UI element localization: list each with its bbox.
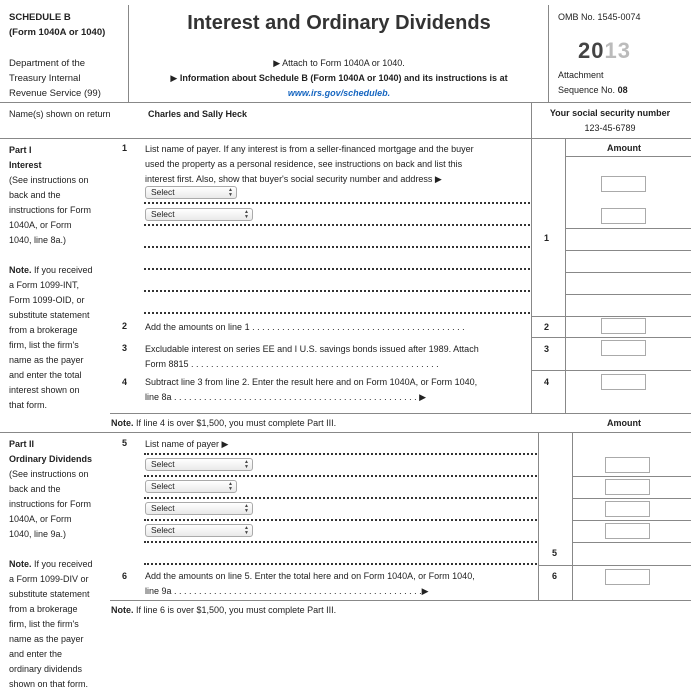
note-text	[9, 557, 111, 572]
note-text	[9, 263, 111, 278]
amount-input[interactable]	[605, 523, 650, 539]
select-value: Select	[151, 525, 175, 535]
info-instruction: ▶ Information about Schedule B (Form 1040A or 1040) and its instructions is at	[170, 73, 508, 83]
note-line: firm, list the firm's	[9, 619, 79, 629]
tax-year	[578, 38, 631, 64]
note-label: Note.	[111, 605, 134, 615]
dotted-line	[144, 268, 530, 270]
row-rule	[531, 316, 691, 317]
dept-line: Revenue Service (99)	[9, 88, 101, 99]
side-text: (See instructions on	[9, 175, 89, 185]
amount-input[interactable]	[601, 176, 646, 192]
year-prefix: 20	[578, 38, 605, 63]
side-text: 1040, line 9a.)	[9, 529, 67, 539]
divider	[565, 138, 566, 414]
note-body: If line 6 is over $1,500, you must complete Part III.	[136, 605, 337, 615]
amount-input[interactable]	[605, 569, 650, 585]
divider	[531, 138, 532, 414]
row-rule	[565, 250, 691, 251]
dotted-line	[144, 246, 530, 248]
row-rule	[565, 228, 691, 229]
line1-text-row: used the property as a personal residence, see instructions on back and list this	[145, 159, 463, 169]
amount-input[interactable]	[605, 479, 650, 495]
side-text: instructions for Form	[9, 205, 92, 215]
dotted-line	[144, 475, 537, 477]
divider	[531, 102, 532, 139]
note-label: Note.	[111, 418, 134, 428]
attachment-label: Attachment	[558, 70, 604, 80]
row-rule	[531, 370, 691, 371]
row-rule	[531, 337, 691, 338]
side-text: back and the	[9, 484, 61, 494]
omb-number: OMB No. 1545-0074	[558, 12, 641, 22]
line3-text-row: Excludable interest on series EE and I U.S. savings bonds issued after 1989. Attach	[145, 344, 479, 354]
line-number: 3	[122, 343, 128, 353]
dotted-line	[144, 497, 537, 499]
note-line: from a brokerage	[9, 325, 78, 335]
line3-text	[145, 342, 530, 372]
updown-icon: ▲ ▼	[244, 525, 249, 536]
note-line: from a brokerage	[9, 604, 78, 614]
names-value: Charles and Sally Heck	[148, 109, 248, 119]
note-line: ordinary dividends	[9, 664, 83, 674]
line-number: 1	[122, 143, 128, 153]
amount-input[interactable]	[601, 208, 646, 224]
row-rule	[538, 565, 691, 566]
dept-line: Department of the	[9, 58, 86, 69]
row-rule	[565, 272, 691, 273]
line2-text: Add the amounts on line 1 . . . . . . . . . . . . . . . . . . . . . . . . . . . . . . . . . . . . . . . . . . .	[145, 322, 465, 332]
updown-icon: ▲ ▼	[244, 209, 249, 220]
note-line: a Form 1099-INT,	[9, 280, 80, 290]
header-bottom-rule	[0, 102, 691, 103]
line-number: 6	[122, 571, 128, 581]
note-line: shown on that form.	[9, 679, 89, 689]
year-suffix: 13	[604, 38, 631, 63]
form-title: Interest and Ordinary Dividends	[187, 12, 491, 34]
part1-sidebar	[9, 143, 111, 413]
line4-text	[145, 375, 530, 405]
dotted-line	[144, 224, 530, 226]
note-label: Note.	[9, 265, 32, 275]
ssn-label: Your social security number	[549, 108, 671, 118]
line6-text-row: line 9a . . . . . . . . . . . . . . . . . . . . . . . . . . . . . . . . . . . . . . . . . . . . . . . . . .▶	[145, 586, 429, 596]
row-rule	[565, 156, 691, 157]
note-line: Form 1099-OID, or	[9, 295, 85, 305]
sequence-number: 08	[617, 85, 628, 95]
dotted-line	[144, 202, 530, 204]
updown-icon: ▲ ▼	[228, 187, 233, 198]
part1-subtitle: Interest	[9, 160, 42, 170]
note-line: that form.	[9, 400, 48, 410]
part2-bottom-note	[111, 605, 336, 615]
form-reference: (Form 1040A or 1040)	[9, 27, 106, 38]
select-value: Select	[151, 481, 175, 491]
note-line: and enter the total	[9, 370, 82, 380]
sequence-label: Sequence No.	[558, 85, 616, 95]
row-rule	[572, 498, 691, 499]
dotted-line	[144, 541, 537, 543]
line-number: 2	[122, 321, 128, 331]
divider	[572, 432, 573, 600]
names-label: Name(s) shown on return	[9, 109, 111, 119]
payer-select[interactable]	[145, 524, 253, 537]
row-rule	[0, 138, 691, 139]
side-text: 1040, line 8a.)	[9, 235, 67, 245]
note-label: Note.	[9, 559, 32, 569]
part2-subtitle: Ordinary Dividends	[9, 454, 93, 464]
line1-text-row: List name of payer. If any interest is from a seller-financed mortgage and the buyer	[145, 144, 474, 154]
amount-input[interactable]	[601, 374, 646, 390]
note-line: name as the payer	[9, 634, 84, 644]
note-line: If you received	[34, 265, 93, 275]
row-rule	[110, 413, 691, 414]
amount-input[interactable]	[605, 457, 650, 473]
irs-link[interactable]: www.irs.gov/scheduleb.	[287, 88, 391, 98]
line3-text-row: Form 8815 . . . . . . . . . . . . . . . . . . . . . . . . . . . . . . . . . . . . . . . . . . . . . . . . . .	[145, 359, 439, 369]
part-divider	[0, 432, 691, 433]
select-value: Select	[151, 503, 175, 513]
line1-text	[145, 142, 530, 187]
row-rule	[572, 542, 691, 543]
amount-header: Amount	[607, 418, 641, 428]
divider	[128, 5, 129, 102]
line6-text	[145, 569, 537, 599]
divider	[548, 5, 549, 102]
amount-header: Amount	[607, 143, 641, 153]
line5-text: List name of payer ▶	[145, 439, 229, 449]
line-number: 4	[122, 377, 128, 387]
line-number: 5	[552, 548, 558, 558]
line-number: 4	[544, 377, 550, 387]
attachment-block	[558, 68, 628, 98]
side-text: instructions for Form	[9, 499, 92, 509]
note-line: substitute statement	[9, 310, 90, 320]
line-number: 5	[122, 438, 128, 448]
line4-text-row: line 8a . . . . . . . . . . . . . . . . . . . . . . . . . . . . . . . . . . . . . . . . . . . . . . . . . ▶	[145, 392, 426, 402]
schedule-label: SCHEDULE B	[9, 12, 71, 23]
ssn-value: 123-45-6789	[584, 123, 636, 133]
line-number: 3	[544, 344, 550, 354]
line-number: 2	[544, 322, 550, 332]
select-value: Select	[151, 187, 175, 197]
amount-input[interactable]	[601, 318, 646, 334]
line-number: 6	[552, 571, 558, 581]
line1-text-row: interest first. Also, show that buyer's social security number and address ▶	[145, 174, 442, 184]
row-rule	[572, 476, 691, 477]
row-rule	[110, 600, 691, 601]
part2-sidebar	[9, 437, 111, 692]
select-value: Select	[151, 459, 175, 469]
note-line: and enter the	[9, 649, 63, 659]
note-line: If you received	[34, 559, 93, 569]
note-line: interest shown on	[9, 385, 80, 395]
dotted-line	[144, 290, 530, 292]
note-line: firm, list the firm's	[9, 340, 79, 350]
note-body: If line 4 is over $1,500, you must complete Part III.	[136, 418, 337, 428]
part1-bottom-note	[111, 418, 336, 428]
select-value: Select	[151, 209, 175, 219]
note-line: name as the payer	[9, 355, 84, 365]
payer-select[interactable]	[145, 186, 237, 199]
side-text: (See instructions on	[9, 469, 89, 479]
dotted-line	[144, 312, 530, 314]
line6-text-row: Add the amounts on line 5. Enter the total here and on Form 1040A, or Form 1040,	[145, 571, 475, 581]
dotted-line	[144, 453, 537, 455]
payer-select[interactable]	[145, 502, 253, 515]
part1-title: Part I	[9, 145, 32, 155]
line4-text-row: Subtract line 3 from line 2. Enter the result here and on Form 1040A, or Form 1040,	[145, 377, 478, 387]
amount-input[interactable]	[601, 340, 646, 356]
note-line: substitute statement	[9, 589, 90, 599]
payer-select[interactable]	[145, 458, 253, 471]
dept-line: Treasury Internal	[9, 73, 81, 84]
schedule-id-block	[9, 10, 127, 101]
part2-title: Part II	[9, 439, 35, 449]
updown-icon: ▲ ▼	[228, 481, 233, 492]
side-text: 1040A, or Form	[9, 220, 72, 230]
attach-instruction: ▶ Attach to Form 1040A or 1040.	[273, 58, 405, 68]
dotted-line	[144, 519, 537, 521]
payer-select[interactable]	[145, 480, 237, 493]
sequence-line	[558, 83, 628, 98]
amount-input[interactable]	[605, 501, 650, 517]
row-rule	[572, 520, 691, 521]
payer-select[interactable]	[145, 208, 253, 221]
note-line: a Form 1099-DIV or	[9, 574, 89, 584]
updown-icon: ▲ ▼	[244, 503, 249, 514]
updown-icon: ▲ ▼	[244, 459, 249, 470]
side-text: back and the	[9, 190, 61, 200]
row-rule	[565, 294, 691, 295]
divider	[538, 432, 539, 600]
side-text: 1040A, or Form	[9, 514, 72, 524]
dotted-line	[144, 563, 537, 565]
line-number: 1	[544, 233, 550, 243]
